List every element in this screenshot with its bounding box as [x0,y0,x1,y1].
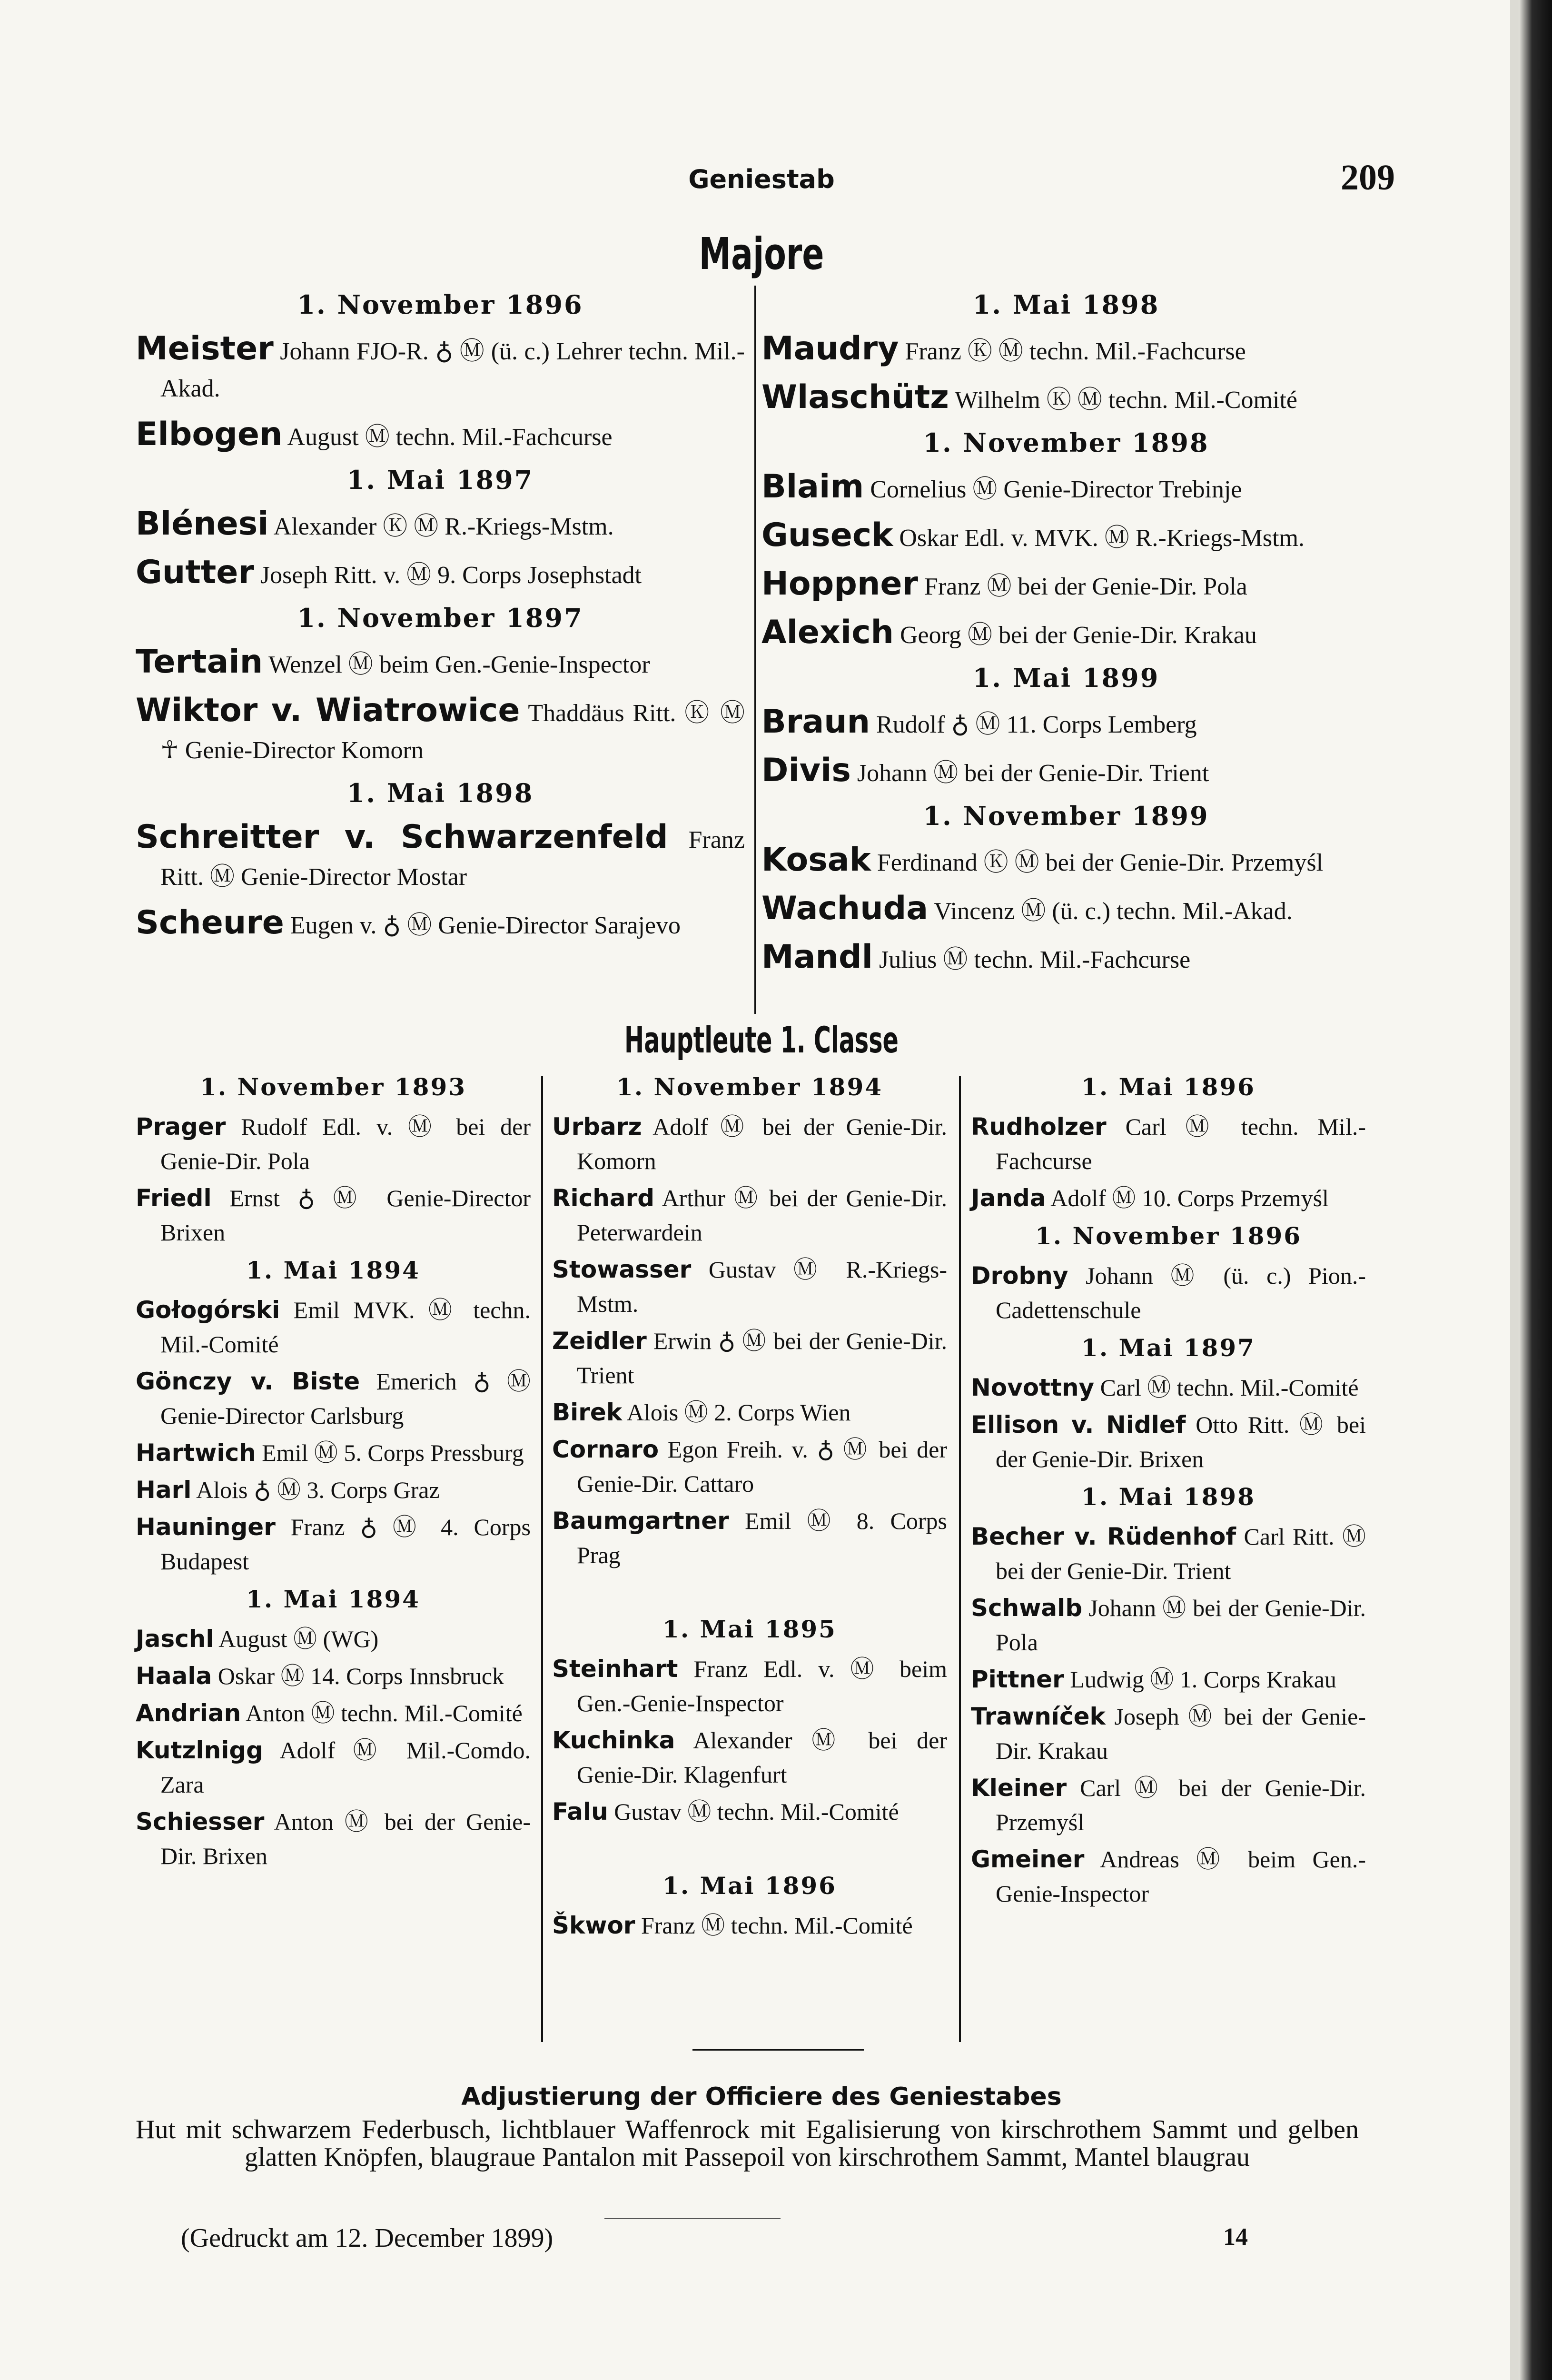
officer-surname: Wachuda [761,890,929,927]
officer-details: Otto Ritt. Ⓜ bei der Genie-Dir. Brixen [996,1411,1366,1472]
running-head: Geniestab [688,164,835,194]
promotion-date-heading: 1. November 1894 [616,1073,883,1101]
hauptleute-column-2 [552,1066,947,1945]
officer-details: Vincenz Ⓜ (ü. c.) techn. Mil.-Akad. [928,898,1293,925]
spacer [552,1832,947,1865]
hauptleute-column-1 [136,1066,531,1876]
officer-entry [761,704,1371,744]
rank-heading-majore: Majore [699,228,824,279]
officer-entry [971,1842,1366,1911]
officer-surname: Blénesi [136,505,269,543]
book-spine [1519,0,1552,2380]
officer-details: Julius Ⓜ techn. Mil.-Fachcurse [872,946,1191,973]
officer-entry [136,904,745,944]
promotion-date-heading: 1. November 1896 [1035,1222,1302,1250]
officer-details: Franz Ritt. Ⓜ Genie-Director Mostar [160,826,745,891]
officer-surname: Škwor [552,1912,635,1939]
officer-surname: Kosak [761,841,871,879]
page-number: 209 [1341,158,1395,198]
officer-details: Johann FJO-R. ♁ Ⓜ (ü. c.) Lehrer techn. Mil.-Akad. [160,338,745,402]
officer-details: Ernst ♁ Ⓜ Genie-Director Brixen [160,1185,531,1246]
promotion-date-heading: 1. Mai 1896 [1081,1073,1255,1101]
officer-details: Joseph Ritt. v. Ⓜ 9. Corps Josephstadt [254,562,642,589]
officer-surname: Maudry [761,330,899,367]
officer-details: Gustav Ⓜ R.-Kriegs-Mstm. [577,1256,947,1317]
officer-details: Alexander Ⓜ bei der Genie-Dir. Klagenfurt [577,1727,947,1788]
officer-entry [136,1181,531,1250]
officer-surname: Alexich [761,614,894,651]
officer-surname: Guseck [761,516,893,554]
majore-right-column [761,281,1371,987]
officer-details: Johann Ⓜ bei der Genie-Dir. Pola [996,1595,1366,1656]
imprint-rule [604,2218,781,2219]
promotion-date-heading: 1. Mai 1897 [346,465,534,495]
officer-entry [552,1795,947,1829]
officer-entry [136,819,745,896]
officer-details: Johann Ⓜ bei der Genie-Dir. Trient [850,760,1209,787]
officer-entry [552,1181,947,1250]
officer-entry [761,939,1371,979]
hauptleute-column-3 [971,1066,1366,1914]
officer-entry [552,1252,947,1321]
officer-surname: Elbogen [136,416,283,453]
officer-details: Carl Ⓜ techn. Mil.-Comité [1094,1374,1359,1401]
officer-surname: Zeidler [552,1327,647,1355]
officer-entry [552,1908,947,1943]
officer-entry [136,1293,531,1361]
officer-surname: Jaschl [136,1625,214,1653]
officer-entry [136,416,745,456]
officer-entry [971,1181,1366,1215]
officer-surname: Gönczy v. Biste [136,1368,360,1395]
officer-entry [761,842,1371,882]
promotion-date-heading: 1. Mai 1898 [972,289,1160,320]
column-rule [541,1076,543,2042]
officer-details: Adolf Ⓜ Mil.-Comdo. Zara [160,1737,531,1798]
officer-entry [552,1432,947,1501]
officer-details: Johann Ⓜ (ü. c.) Pion.-Cadettenschule [996,1262,1366,1323]
officer-surname: Rudholzer [971,1113,1107,1140]
officer-entry [761,379,1371,419]
officer-entry [552,1504,947,1572]
officer-entry [552,1723,947,1792]
officer-surname: Mandl [761,938,873,976]
officer-entry [136,330,745,407]
officer-entry [136,1659,531,1693]
officer-details: Arthur Ⓜ bei der Genie-Dir. Peterwardein [577,1185,947,1246]
officer-surname: Prager [136,1113,226,1140]
promotion-date-heading: 1. November 1897 [297,603,583,633]
officer-surname: Kuchinka [552,1726,675,1754]
officer-details: Franz Edl. v. Ⓜ beim Gen.-Genie-Inspector [577,1656,947,1716]
officer-surname: Braun [761,703,870,741]
officer-details: Adolf Ⓜ bei der Genie-Dir. Komorn [577,1113,947,1174]
promotion-date-heading: 1. Mai 1897 [1081,1334,1255,1362]
officer-details: Franz Ⓚ Ⓜ techn. Mil.-Fachcurse [899,338,1246,365]
officer-entry [136,1733,531,1802]
officer-surname: Wiktor v. Wiatrowice [136,692,520,729]
officer-details: Carl Ⓜ techn. Mil.-Fachcurse [996,1113,1366,1174]
officer-surname: Stowasser [552,1256,692,1283]
adjustierung-text: Hut mit schwarzem Federbusch, lichtblauer Waffenrock mit Egalisierung von kirschrothem Sammt und gelben glatten Knöpfen, blaugraue Pantalon mit Passepoil von kirschrothem Sammt, Mantel blaugrau [136,2115,1359,2172]
officer-entry [971,1662,1366,1696]
officer-surname: Harl [136,1476,192,1504]
officer-details: Eugen v. ♁ Ⓜ Genie-Director Sarajevo [284,912,681,939]
officer-surname: Becher v. Rüdenhof [971,1523,1236,1550]
officer-surname: Gutter [136,554,254,591]
officer-surname: Novottny [971,1374,1095,1401]
officer-details: Alois Ⓜ 2. Corps Wien [622,1399,851,1426]
officer-details: Emerich ♁ Ⓜ Genie-Director Carlsburg [160,1368,531,1429]
officer-entry [136,644,745,684]
officer-details: Anton Ⓜ bei der Genie-Dir. Brixen [160,1808,531,1869]
promotion-date-heading: 1. Mai 1895 [662,1615,837,1643]
officer-surname: Haala [136,1662,212,1690]
officer-surname: Hauninger [136,1513,276,1541]
officer-entry [971,1408,1366,1476]
officer-details: Andreas Ⓜ beim Gen.-Genie-Inspector [996,1846,1366,1907]
officer-surname: Scheure [136,904,284,942]
officer-entry [761,752,1371,792]
rank-heading-hauptleute: Hauptleute 1. Classe [624,1019,899,1061]
officer-surname: Urbarz [552,1113,642,1140]
officer-entry [552,1652,947,1720]
officer-details: Carl Ritt. Ⓜ bei der Genie-Dir. Trient [996,1523,1366,1584]
officer-entry [761,890,1371,930]
officer-surname: Gmeiner [971,1845,1085,1873]
officer-details: Gustav Ⓜ techn. Mil.-Comité [608,1798,899,1825]
officer-details: Carl Ⓜ bei der Genie-Dir. Przemyśl [996,1775,1366,1835]
promotion-date-heading: 1. Mai 1894 [246,1585,420,1613]
officer-details: Rudolf Edl. v. Ⓜ bei der Genie-Dir. Pola [160,1113,531,1174]
officer-surname: Hoppner [761,565,919,603]
officer-surname: Kleiner [971,1774,1067,1802]
officer-entry [971,1771,1366,1839]
officer-entry [136,1622,531,1656]
officer-details: Emil Ⓜ 5. Corps Pressburg [256,1439,524,1466]
page-edge [1510,0,1519,2380]
promotion-date-heading: 1. November 1896 [297,289,583,320]
officer-entry [136,1805,531,1873]
officer-entry [971,1519,1366,1588]
officer-surname: Birek [552,1398,623,1426]
officer-details: Cornelius Ⓜ Genie-Director Trebinje [864,476,1242,503]
officer-entry [136,1696,531,1730]
officer-entry [761,565,1371,605]
officer-surname: Wlaschütz [761,378,949,416]
officer-surname: Andrian [136,1699,241,1727]
officer-surname: Trawníček [971,1703,1106,1730]
promotion-date-heading: 1. November 1893 [199,1073,467,1101]
officer-surname: Schiesser [136,1808,265,1835]
officer-entry [971,1699,1366,1768]
promotion-date-heading: 1. Mai 1896 [662,1872,837,1900]
officer-entry [136,1110,531,1178]
majore-left-column [136,281,745,953]
promotion-date-heading: 1. November 1899 [923,801,1209,831]
officer-surname: Schwalb [971,1594,1083,1622]
promotion-date-heading: 1. Mai 1898 [1081,1483,1255,1511]
officer-surname: Blaim [761,468,864,506]
officer-details: Oskar Edl. v. MVK. Ⓜ R.-Kriegs-Mstm. [893,525,1305,552]
officer-entry [971,1370,1366,1405]
officer-details: Erwin ♁ Ⓜ bei der Genie-Dir. Trient [577,1328,947,1388]
promotion-date-heading: 1. Mai 1899 [972,663,1160,693]
officer-entry [761,614,1371,654]
officer-surname: Janda [971,1184,1046,1212]
section-separator [692,2049,864,2051]
officer-details: Alois ♁ Ⓜ 3. Corps Graz [191,1477,440,1503]
promotion-date-heading: 1. Mai 1898 [346,778,534,808]
officer-surname: Tertain [136,643,263,681]
adjustierung-title: Adjustierung der Officiere des Geniestabes [461,2082,1062,2111]
promotion-date-heading: 1. Mai 1894 [246,1256,420,1284]
officer-entry [971,1591,1366,1659]
officer-details: Oskar Ⓜ 14. Corps Innsbruck [212,1663,504,1689]
officer-details: Wenzel Ⓜ beim Gen.-Genie-Inspector [263,651,650,678]
officer-details: Emil MVK. Ⓜ techn. Mil.-Comité [160,1297,531,1358]
officer-entry [136,554,745,594]
officer-surname: Kutzlnigg [136,1736,263,1764]
officer-details: Wilhelm Ⓚ Ⓜ techn. Mil.-Comité [949,387,1297,414]
officer-details: Georg Ⓜ bei der Genie-Dir. Krakau [893,622,1257,649]
officer-entry [552,1324,947,1392]
officer-entry [136,1473,531,1507]
officer-details: Thaddäus Ritt. Ⓚ Ⓜ ☥ Genie-Director Komorn [160,700,745,764]
officer-details: Franz ♁ Ⓜ 4. Corps Budapest [160,1514,531,1575]
officer-details: Emil Ⓜ 8. Corps Prag [577,1507,947,1568]
column-rule [754,286,756,1014]
officer-details: Anton Ⓜ techn. Mil.-Comité [241,1700,523,1726]
officer-surname: Falu [552,1798,608,1825]
officer-entry [971,1259,1366,1327]
officer-details: August Ⓜ techn. Mil.-Fachcurse [282,424,613,451]
officer-details: Rudolf ♁ Ⓜ 11. Corps Lemberg [870,711,1197,738]
officer-surname: Steinhart [552,1655,678,1683]
officer-details: Alexander Ⓚ Ⓜ R.-Kriegs-Mstm. [268,513,614,540]
officer-entry [761,330,1371,370]
officer-surname: Gołogórski [136,1296,280,1324]
officer-details: August Ⓜ (WG) [214,1626,379,1652]
officer-surname: Cornaro [552,1436,659,1463]
officer-details: Ferdinand Ⓚ Ⓜ bei der Genie-Dir. Przemyśl [870,849,1324,876]
officer-details: Egon Freih. v. ♁ Ⓜ bei der Genie-Dir. Cattaro [577,1436,947,1497]
officer-surname: Drobny [971,1262,1068,1289]
officer-surname: Divis [761,752,851,789]
print-date: (Gedruckt am 12. December 1899) [181,2223,554,2253]
officer-entry [552,1395,947,1429]
signature-mark: 14 [1223,2223,1248,2251]
officer-entry [971,1110,1366,1178]
officer-details: Franz Ⓜ techn. Mil.-Comité [635,1912,913,1939]
officer-surname: Pittner [971,1666,1064,1693]
column-rule [959,1076,961,2042]
officer-entry [136,1510,531,1578]
spacer [552,1575,947,1608]
officer-entry [136,1436,531,1470]
officer-entry [761,468,1371,508]
officer-surname: Ellison v. Nidlef [971,1411,1186,1438]
officer-details: Ludwig Ⓜ 1. Corps Krakau [1064,1666,1336,1693]
officer-surname: Hartwich [136,1439,256,1467]
officer-entry [136,692,745,769]
officer-entry [761,517,1371,557]
officer-details: Joseph Ⓜ bei der Genie-Dir. Krakau [996,1703,1366,1764]
officer-surname: Meister [136,330,274,367]
promotion-date-heading: 1. November 1898 [923,427,1209,458]
officer-surname: Richard [552,1184,655,1212]
officer-entry [136,1364,531,1433]
officer-entry [552,1110,947,1178]
officer-details: Adolf Ⓜ 10. Corps Przemyśl [1046,1185,1329,1211]
officer-surname: Baumgartner [552,1507,729,1535]
officer-details: Franz Ⓜ bei der Genie-Dir. Pola [918,573,1247,600]
officer-surname: Friedl [136,1184,212,1212]
officer-entry [136,506,745,545]
officer-surname: Schreitter v. Schwarzenfeld [136,818,668,856]
